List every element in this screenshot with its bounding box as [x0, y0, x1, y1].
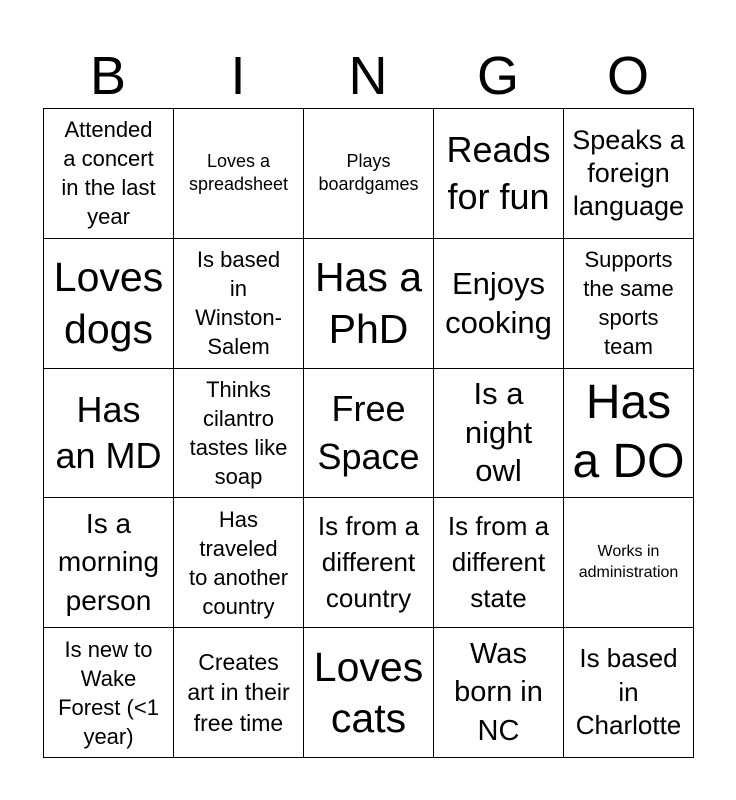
bingo-cell-label: Is based in Charlotte: [575, 642, 682, 741]
bingo-cell-label: Is from a different country: [317, 511, 420, 613]
header-letter-b: B: [89, 46, 127, 106]
bingo-cell[interactable]: [434, 369, 564, 499]
bingo-cell[interactable]: [434, 239, 564, 369]
bingo-cell[interactable]: [434, 628, 564, 758]
bingo-cell[interactable]: [564, 109, 694, 239]
bingo-cell[interactable]: [434, 109, 564, 239]
bingo-cell-label: Enjoys cooking: [445, 265, 552, 341]
bingo-cell-label: Reads for fun: [446, 128, 551, 218]
bingo-cell[interactable]: [174, 628, 304, 758]
bingo-cell-label: Was born in NC: [454, 637, 543, 747]
bingo-cell-label: Supports the same sports team: [583, 247, 674, 360]
header-letter-g: G: [476, 46, 519, 106]
header-letter-o: O: [606, 46, 649, 106]
bingo-cell-label: Is a morning person: [57, 507, 160, 617]
bingo-cell[interactable]: [44, 369, 174, 499]
bingo-cell-label: Loves dogs: [53, 254, 164, 353]
bingo-cell-label: Attended a concert in the last year: [61, 117, 156, 230]
bingo-cell[interactable]: [304, 109, 434, 239]
bingo-cell[interactable]: [564, 239, 694, 369]
bingo-cell[interactable]: [564, 628, 694, 758]
bingo-cell-label: Is new to Wake Forest (<1 year): [58, 636, 159, 749]
bingo-cell[interactable]: [44, 109, 174, 239]
bingo-cell-label: Is based in Winston- Salem: [195, 247, 282, 360]
bingo-cell[interactable]: [304, 369, 434, 499]
bingo-cell-label: Free Space: [317, 388, 420, 477]
bingo-board: [43, 108, 694, 758]
bingo-cell-label: Is from a different state: [447, 511, 550, 613]
bingo-cell[interactable]: [174, 498, 304, 628]
bingo-cell[interactable]: [304, 498, 434, 628]
bingo-cell[interactable]: [304, 628, 434, 758]
bingo-cell[interactable]: [174, 109, 304, 239]
bingo-cell-label: Speaks a foreign language: [572, 124, 685, 221]
bingo-cell[interactable]: [174, 239, 304, 369]
bingo-cell-label: Loves cats: [313, 643, 424, 741]
bingo-cell-label: Has an MD: [55, 389, 162, 476]
bingo-cell-label: Thinks cilantro tastes like soap: [189, 376, 288, 490]
bingo-cell-label: Creates art in their free time: [187, 649, 290, 736]
bingo-cell-label: Has traveled to another country: [188, 506, 289, 619]
bingo-header: [43, 48, 693, 104]
bingo-cell[interactable]: [174, 369, 304, 499]
bingo-cell[interactable]: [434, 498, 564, 628]
bingo-cell[interactable]: [44, 498, 174, 628]
bingo-cell-label: Loves a spreadsheet: [188, 151, 289, 195]
bingo-cell-label: Works in administration: [578, 542, 679, 581]
header-letter-i: I: [230, 46, 246, 106]
bingo-cell-label: Has a PhD: [314, 254, 423, 353]
bingo-cell[interactable]: [304, 239, 434, 369]
bingo-cell[interactable]: [564, 369, 694, 499]
bingo-cell-label: Has a DO: [572, 376, 685, 488]
bingo-cell-label: Plays boardgames: [318, 151, 419, 195]
header-letter-n: N: [348, 46, 388, 106]
bingo-cell[interactable]: [564, 498, 694, 628]
bingo-cell[interactable]: [44, 628, 174, 758]
bingo-cell-label: Is a night owl: [464, 376, 533, 489]
bingo-cell[interactable]: [44, 239, 174, 369]
